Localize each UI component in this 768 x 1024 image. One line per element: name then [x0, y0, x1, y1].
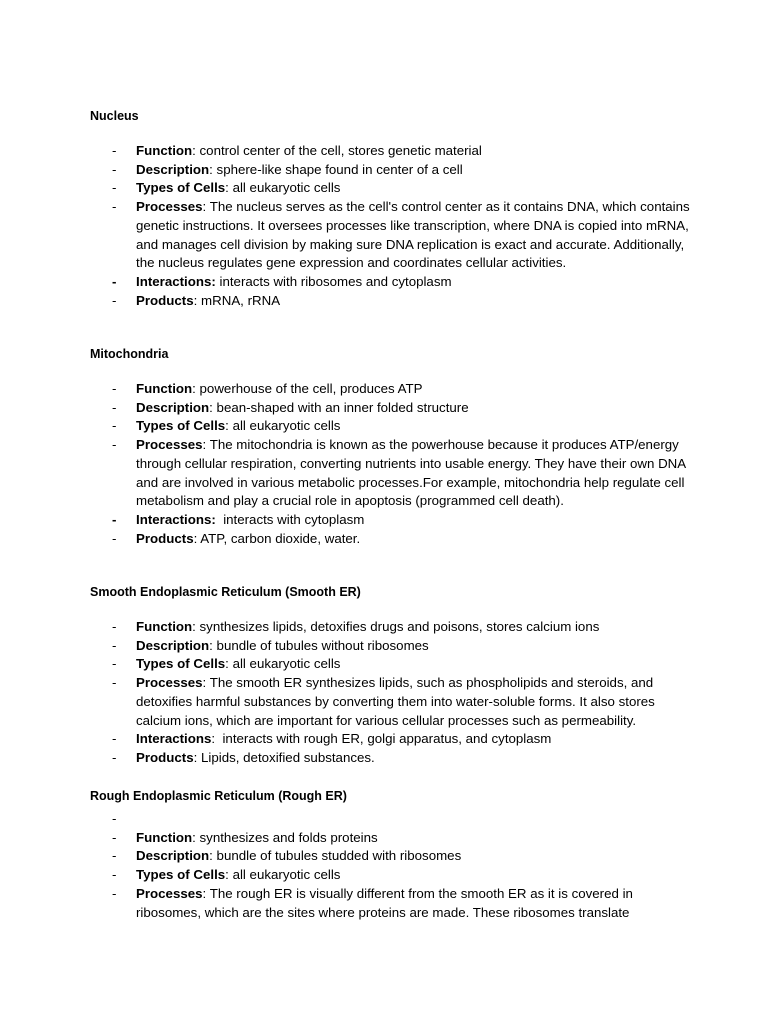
item-label: Function — [136, 829, 193, 845]
section-heading-smooth-er: Smooth Endoplasmic Reticulum (Smooth ER) — [90, 585, 361, 599]
item-separator: : — [202, 437, 210, 453]
list-item — [90, 436, 690, 511]
bullet-dash: - — [112, 867, 117, 883]
item-separator: : — [209, 637, 217, 653]
list-item — [90, 530, 690, 549]
bullet-dash: - — [112, 511, 117, 527]
item-separator: : — [211, 731, 223, 747]
item-label: Description — [136, 399, 210, 415]
item-text: sphere-like shape found in center of a cell — [216, 161, 463, 177]
list-item — [90, 847, 690, 866]
item-label: Types of Cells — [136, 656, 226, 672]
item-label: Products — [136, 292, 194, 308]
item-label: Processes — [136, 437, 203, 453]
item-text: ATP, carbon dioxide, water. — [200, 530, 361, 546]
item-text: The mitochondria is known as the powerhouse because it produces ATP/energy through cellular respiration, converting nutrients into usable energy. They have their own DNA and are involved in various metabolic processes.For example, mitochondria help regulate cell metabolism and play a crucial role in apoptosis (programmed cell death). — [136, 437, 686, 509]
item-text: The rough ER is visually different from the smooth ER as it is covered in ribosomes, which are the sites where proteins are made. These ribosomes translate — [136, 885, 633, 920]
item-separator: : — [225, 656, 233, 672]
item-label: Function — [136, 143, 193, 158]
list-item — [90, 179, 690, 198]
item-label: Interactions: — [136, 511, 216, 527]
list-item — [90, 730, 690, 749]
list-item — [90, 749, 690, 768]
section-heading-mitochondria: Mitochondria — [90, 347, 169, 361]
bullet-dash: - — [112, 199, 117, 215]
list-item — [90, 198, 690, 273]
bullet-dash: - — [112, 381, 117, 396]
item-text: The smooth ER synthesizes lipids, such as phospholipids and steroids, and detoxifies harmful substances by converting them into water-soluble forms. It also stores calcium ions, which are important for various cellular processes such as permeability. — [136, 675, 655, 728]
item-text: interacts with cytoplasm — [223, 511, 365, 527]
smooth-er-list — [90, 618, 690, 768]
item-text: all eukaryotic cells — [232, 180, 341, 196]
list-item — [90, 655, 690, 674]
list-item — [90, 618, 690, 637]
item-text: powerhouse of the cell, produces ATP — [199, 381, 423, 396]
item-text: bundle of tubules without ribosomes — [216, 637, 429, 653]
item-label: Processes — [136, 199, 203, 215]
bullet-dash: - — [112, 437, 117, 453]
item-label: Types of Cells — [136, 180, 226, 196]
list-item — [90, 885, 690, 922]
nucleus-list — [90, 142, 690, 310]
bullet-dash: - — [112, 292, 117, 308]
item-text: mRNA, rRNA — [201, 292, 281, 308]
item-label: Products — [136, 749, 194, 765]
bullet-dash: - — [112, 829, 117, 845]
item-label: Processes — [136, 675, 203, 691]
item-separator: : — [225, 180, 233, 196]
item-label: Processes — [136, 885, 203, 901]
item-text: Lipids, detoxified substances. — [201, 749, 375, 765]
item-separator: : — [192, 143, 200, 158]
list-item — [90, 511, 690, 530]
item-separator: : — [202, 885, 210, 901]
list-item — [90, 380, 690, 399]
bullet-dash: - — [112, 161, 117, 177]
list-item — [90, 142, 690, 161]
item-text: interacts with rough ER, golgi apparatus, and cytoplasm — [222, 731, 552, 747]
section-heading-rough-er: Rough Endoplasmic Reticulum (Rough ER) — [90, 789, 347, 803]
list-item — [90, 273, 690, 292]
bullet-dash: - — [112, 619, 117, 634]
bullet-dash: - — [112, 273, 117, 289]
item-label: Function — [136, 619, 193, 634]
item-label: Types of Cells — [136, 867, 226, 883]
item-text: bean-shaped with an inner folded structure — [216, 399, 469, 415]
item-label: Description — [136, 637, 210, 653]
item-label: Interactions: — [136, 273, 216, 289]
item-separator: : — [192, 381, 200, 396]
item-label: Description — [136, 161, 210, 177]
bullet-dash: - — [112, 418, 117, 434]
item-separator: : — [209, 399, 217, 415]
item-text: all eukaryotic cells — [232, 418, 341, 434]
item-separator: : — [192, 829, 200, 845]
list-item — [90, 866, 690, 885]
bullet-dash: - — [112, 811, 117, 826]
item-text: bundle of tubules studded with ribosomes — [216, 848, 462, 864]
bullet-dash: - — [112, 143, 117, 158]
item-text: all eukaryotic cells — [232, 867, 341, 883]
bullet-dash: - — [112, 848, 117, 864]
section-heading-nucleus: Nucleus — [90, 109, 139, 123]
rough-er-list — [90, 810, 690, 922]
list-item — [90, 829, 690, 848]
item-separator: : — [225, 418, 233, 434]
item-separator: : — [209, 161, 217, 177]
bullet-dash: - — [112, 530, 117, 546]
item-separator: : — [202, 675, 210, 691]
item-separator: : — [202, 199, 210, 215]
bullet-dash: - — [112, 885, 117, 901]
item-separator: : — [225, 867, 233, 883]
item-separator: : — [193, 530, 201, 546]
bullet-dash: - — [112, 749, 117, 765]
list-item — [90, 637, 690, 656]
bullet-dash: - — [112, 675, 117, 691]
item-text: all eukaryotic cells — [232, 656, 341, 672]
item-text: interacts with ribosomes and cytoplasm — [219, 273, 452, 289]
item-label: Function — [136, 381, 193, 396]
item-label: Products — [136, 530, 194, 546]
item-text: synthesizes lipids, detoxifies drugs and poisons, stores calcium ions — [199, 619, 600, 634]
list-item — [90, 292, 690, 311]
item-label: Types of Cells — [136, 418, 226, 434]
item-label: Description — [136, 848, 210, 864]
item-text: synthesizes and folds proteins — [199, 829, 378, 845]
bullet-dash: - — [112, 656, 117, 672]
mitochondria-list — [90, 380, 690, 548]
item-separator: : — [192, 619, 200, 634]
list-item — [90, 417, 690, 436]
list-item — [90, 674, 690, 730]
bullet-dash: - — [112, 399, 117, 415]
item-text: control center of the cell, stores genetic material — [199, 143, 482, 158]
list-item — [90, 161, 690, 180]
item-separator: : — [209, 848, 217, 864]
item-text: The nucleus serves as the cell's control center as it contains DNA, which contains genetic instructions. It oversees processes like transcription, where DNA is copied into mRNA, and manages cell division by making sure DNA replication is exact and accurate. Additionally, the nucleus regulates gene expression and coordinates cellular activities. — [136, 199, 690, 271]
bullet-dash: - — [112, 731, 117, 747]
bullet-dash: - — [112, 637, 117, 653]
bullet-dash: - — [112, 180, 117, 196]
item-separator: : — [193, 292, 202, 308]
item-label: Interactions — [136, 731, 212, 747]
list-item — [90, 399, 690, 418]
list-item — [90, 810, 690, 829]
item-separator: : — [193, 749, 202, 765]
